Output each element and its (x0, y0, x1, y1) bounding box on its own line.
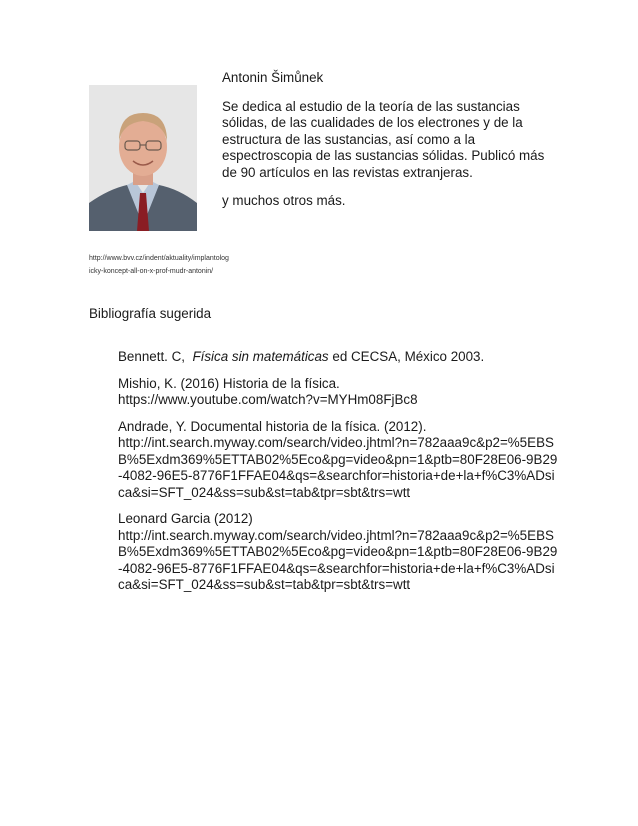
bibliography-list (118, 349, 558, 604)
reference-title: Física sin matemáticas (192, 349, 329, 364)
reference-citation: Andrade, Y. Documental historia de la física. (2012). (118, 418, 427, 434)
reference-citation: Leonard Garcia (2012) (118, 511, 253, 526)
portrait-photo (89, 85, 197, 231)
reference-item-3 (118, 419, 558, 502)
person-name: Antonin Šimůnek (222, 70, 324, 85)
reference-url[interactable]: https://www.youtube.com/watch?v=MYHm08FjBc8 (118, 392, 418, 407)
reference-url[interactable]: http://int.search.myway.com/search/video.jhtml?n=782aaa9c&p2=%5EBSB%5Exdm369%5ETTAB02%5Eco&pg=video&pn=1&ptb=80F28E06-9B29-4082-96E5-8776F1FFAE04&qs=&searchfor=historia+de+la+f%C3%ADsica&si=SFT_024&ss=sub&st=tab&tpr=sbt&trs=wtt (118, 435, 558, 500)
bibliography-heading: Bibliografía sugerida (89, 306, 212, 321)
reference-author: Bennett. C, (118, 349, 185, 364)
reference-publisher: ed CECSA, México 2003. (332, 349, 485, 364)
profile-section (222, 70, 552, 210)
reference-item-2 (118, 376, 558, 409)
reference-citation: Mishio, K. (2016) Historia de la física. (118, 375, 340, 391)
reference-item-4 (118, 511, 558, 594)
reference-url[interactable]: http://int.search.myway.com/search/video.jhtml?n=782aaa9c&p2=%5EBSB%5Exdm369%5ETTAB02%5Eco&pg=video&pn=1&ptb=80F28E06-9B29-4082-96E5-8776F1FFAE04&qs=&searchfor=historia+de+la+f%C3%ADsica&si=SFT_024&ss=sub&st=tab&tpr=sbt&trs=wtt (118, 527, 558, 592)
reference-item-1 (118, 349, 558, 366)
more-text: y muchos otros más. (222, 193, 346, 208)
photo-source-caption: http://www.bvv.cz/indent/aktuality/implantologicky-koncept-all-on-x-prof-mudr-antonin/ (89, 255, 229, 275)
person-description: Se dedica al estudio de la teoría de las sustancias sólidas, de las cualidades de los electrones y de la estructura de las sustancias, así como a la espectroscopia de las sustancias sólidas. Publicó más de 90 artículos en las revistas extranjeras. (222, 98, 545, 180)
